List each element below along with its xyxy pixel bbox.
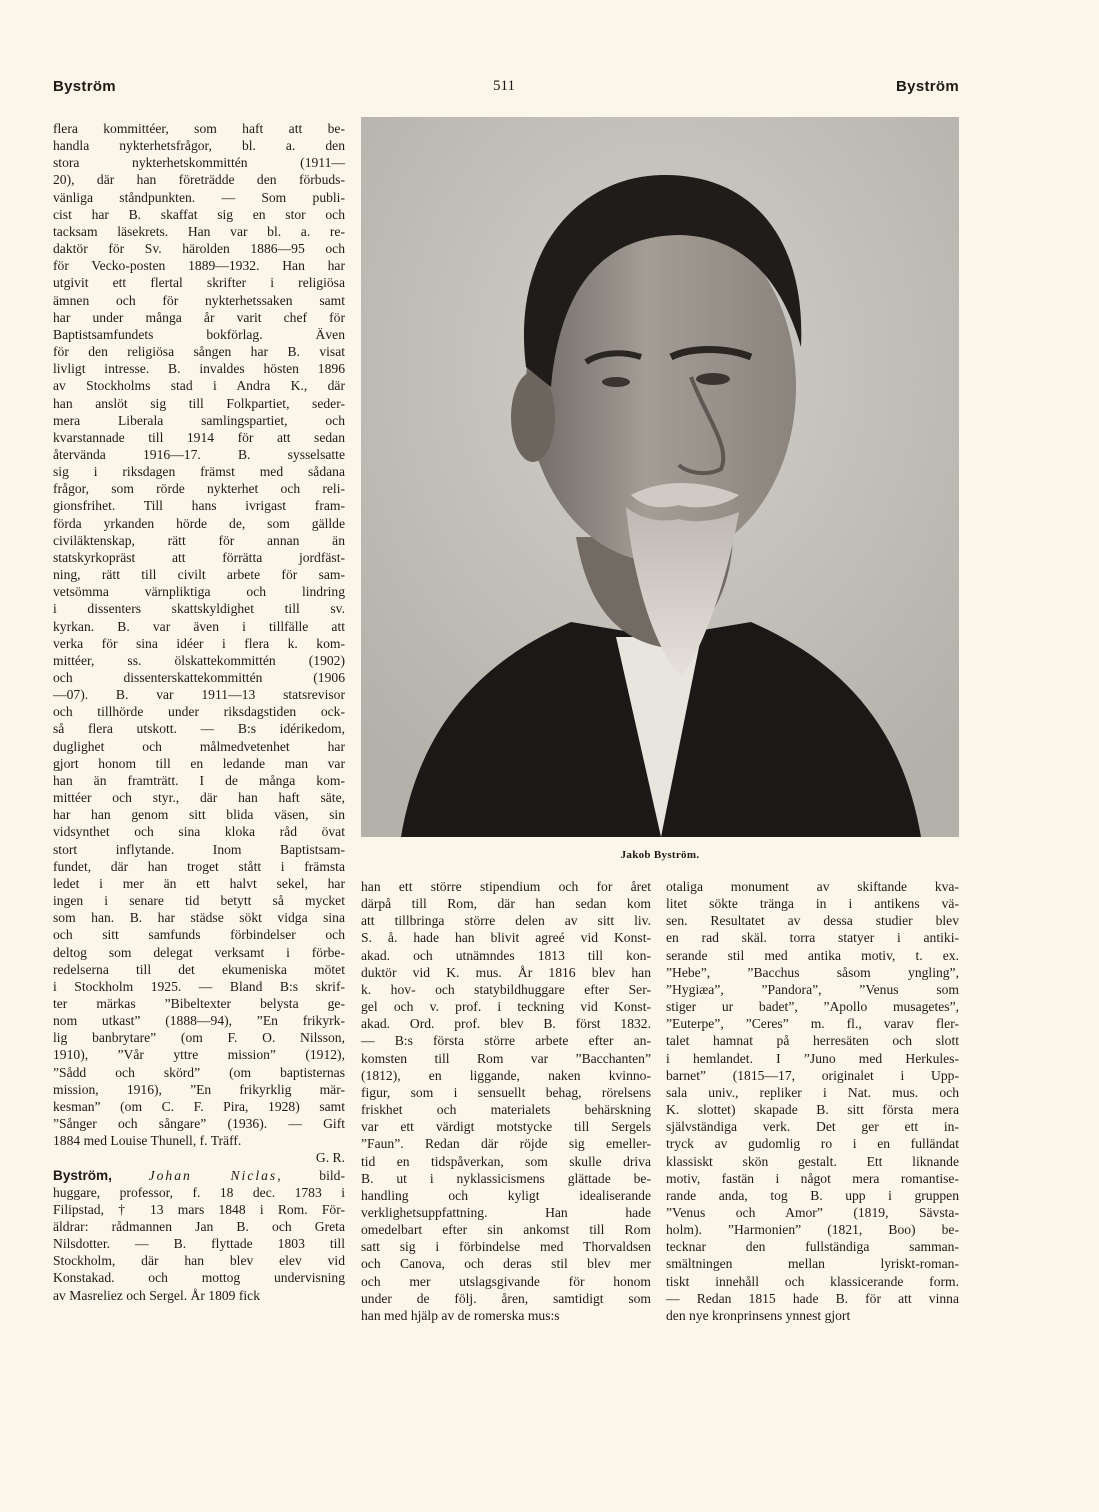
left-column-line: har han genom sitt blida väsen, sin [53,807,345,823]
right-column-line: sala univ., repliker i Nat. mus. och [666,1084,959,1100]
left-column-line: redelserna till det ekumeniska mötet [53,961,345,977]
left-column-line: vänliga ståndpunkten. — Som publi- [53,189,345,205]
middle-column-line: komsten till Rom var ”Bacchanten” [361,1050,651,1066]
portrait-photo [361,117,959,837]
right-column [666,878,959,1324]
right-column-line: K. slottet) skapade B. sitt första mera [666,1102,959,1118]
left-column-line: fundet, där han troget stått i främsta [53,858,345,874]
right-column-line: ”Hygiæa”, ”Pandora”, ”Venus som [666,981,959,997]
middle-column-line: satt sig i förbindelse med Thorvaldsen [361,1239,651,1255]
right-column-line: ”Euterpe”, ”Ceres” m. fl., varav fler- [666,1016,959,1032]
middle-column-line: S. å. hade han blivit agreé vid Konst- [361,930,651,946]
left-column [53,120,345,1304]
middle-column-line: akad. Ord. prof. blev B. först 1832. [361,1016,651,1032]
left-column-line: kesman” (om C. F. Pira, 1928) samt [53,1098,345,1114]
right-column-line: barnet” (1815—17, originalet i Upp- [666,1067,959,1083]
middle-column-line: och mer utslagsgivande för honom [361,1273,651,1289]
middle-column-line: under de följ. åren, samtidigt som [361,1290,651,1306]
right-column-line: klassiskt skön gestalt. Ett liknande [666,1153,959,1169]
middle-column-line: därpå till Rom, där han sedan kom [361,896,651,912]
entry-text [53,1184,345,1304]
left-column-line: av Stockholms stad i Andra K., där [53,378,345,394]
entry-line-0: bild- [319,1167,345,1183]
left-column-line: frågor, som rörde nykterhet och reli- [53,481,345,497]
right-column-line: talet hamnat på herresäten och slott [666,1033,959,1049]
left-column-line: och sitt samfunds förbindelser och [53,927,345,943]
left-column-line: duglighet och målmedvetenhet har [53,738,345,754]
left-column-line: mera Liberala samlingspartiet, och [53,412,345,428]
left-column-line: ingen i senare tid betytt så mycket [53,893,345,909]
left-column-line: återvända 1916—17. B. sysselsatte [53,446,345,462]
middle-column-line: — B:s första större arbete efter an- [361,1033,651,1049]
right-column-line: litet sökte tränga in i antikens vä- [666,896,959,912]
right-column-line: tryck av gudomlig ro i en fulländat [666,1136,959,1152]
middle-column-line: figur, som i sensuellt behag, rörelsens [361,1084,651,1100]
entry-first-line [53,1167,345,1184]
left-column-line: ”Sånger och sångare” (1936). — Gift [53,1116,345,1132]
left-column-line: han anslöt sig till Folkpartiet, seder- [53,395,345,411]
right-column-line: serande stil med antika motiv, t. ex. [666,947,959,963]
left-column-line: kvarstannade till 1914 för att sedan [53,429,345,445]
left-column-line: sig i riksdagen främst med sådana [53,464,345,480]
right-column-line: rande anda, tog B. upp i gruppen [666,1187,959,1203]
left-column-line: gionsfrihet. Till hans ivrigast fram- [53,498,345,514]
middle-column-line: han med hjälp av de romerska mus:s [361,1307,560,1323]
right-column-line: den nye kronprinsens ynnest gjort [666,1307,851,1323]
left-column-line: daktör för Sv. härolden 1886—95 och [53,241,345,257]
middle-column-line: handling och kyligt idealiserande [361,1187,651,1203]
left-column-line: utgivit ett flertal skrifter i religiösa [53,275,345,291]
left-column-line: nom utkast” (1888—94), ”En frikyrk- [53,1013,345,1029]
middle-column-line: k. hov- och statybildhuggare efter Ser- [361,981,651,997]
left-column-line: gjort honom till en ledande man var [53,755,345,771]
left-column-line: vidsynthet och sina kloka råd övat [53,824,345,840]
entry-given-names: Johan Niclas, [148,1167,283,1183]
right-column-line: holm). ”Harmonien” (1821, Boo) be- [666,1222,959,1238]
right-column-line: motiv, fastän i något mera romantise- [666,1170,959,1186]
middle-column-line: verklighetsuppfattning. Han hade [361,1204,651,1220]
middle-column-line: akad. och utnämndes 1813 till kon- [361,947,651,963]
middle-column-line: friskhet och materialets behärskning [361,1102,651,1118]
right-column-line: — Redan 1815 hade B. för att vinna [666,1290,959,1306]
left-column-line: tacksam läsekrets. Han var bl. a. re- [53,223,345,239]
entry-line: Stockholm, där han blev elev vid [53,1253,345,1269]
left-column-line: ”Sådd och skörd” (om baptisternas [53,1064,345,1080]
right-column-line: en rad skäl. torra statyer i antiki- [666,930,959,946]
right-column-line: stiger ur badet”, ”Apollo musagetes”, [666,999,959,1015]
middle-column-line: gel och v. prof. i teckning vid Konst- [361,999,651,1015]
running-header-right: Byström [896,78,959,95]
middle-column-line: omedelbart efter sin ankomst till Rom [361,1222,651,1238]
middle-column-line: B. ut i nyklassicismens glättade be- [361,1170,651,1186]
middle-column-line: och Canova, och deras stil blev mer [361,1256,651,1272]
right-column-line: tiskt innehåll och klassicerande form. [666,1273,959,1289]
middle-column-line: ”Faun”. Redan där röjde sig emeller- [361,1136,651,1152]
right-column-line: smältningen mellan lyriskt-roman- [666,1256,959,1272]
left-column-line: i dissenters skattskyldighet till sv. [53,601,345,617]
entry-line: huggare, professor, f. 18 dec. 1783 i [53,1184,345,1200]
left-column-line: han än framträtt. I de många kom- [53,772,345,788]
middle-column-line: tid en tidspåverkan, som skulle driva [361,1153,651,1169]
portrait-illustration [361,117,959,837]
left-column-line: mittéer och styr., där han haft säte, [53,790,345,806]
left-column-line: ledet i mer än ett halvt sekel, har [53,875,345,891]
left-column-line: flera kommittéer, som haft att be- [53,121,345,136]
left-column-line: Baptistsamfundets bokförlag. Även [53,326,345,342]
left-column-line: livligt intresse. B. invaldes hösten 1896 [53,361,345,377]
right-column-line: i hemlandet. I ”Juno med Herkules- [666,1050,959,1066]
left-column-line: och tillhörde under riksdagstiden ock- [53,704,345,720]
right-column-line: sen. Resultatet av dessa studier blev [666,913,959,929]
left-column-line: lig banbrytare” (om F. O. Nilsson, [53,1030,345,1046]
left-column-line: i Stockholm 1925. — Bland B:s skrif- [53,978,345,994]
left-column-line: statskyrkopräst att förrätta jordfäst- [53,549,345,565]
entry-line: av Masreliez och Sergel. År 1809 fick [53,1287,260,1303]
left-column-line: ämnen och för nykterhetssaken samt [53,292,345,308]
left-column-line: vetsömma värnpliktiga och lindring [53,584,345,600]
middle-column [361,878,651,1324]
right-column-line: ”Hebe”, ”Bacchus såsom yngling”, [666,964,959,980]
entry-line: Filipstad, † 13 mars 1848 i Rom. För- [53,1201,345,1217]
left-column-line: stora nykterhetskommittén (1911— [53,155,345,171]
left-column-line: ning, rätt till civilt arbete för sam- [53,567,345,583]
left-column-line: mittéer, ss. ölskattekommittén (1902) [53,652,345,668]
left-column-line: verka för sina idéer i flera k. kom- [53,635,345,651]
entry-line: Nilsdotter. — B. flyttade 1803 till [53,1236,345,1252]
left-column-line: civiläktenskap, rätt för annan än [53,532,345,548]
right-column-line: självständiga verk. Det ger ett in- [666,1119,959,1135]
left-column-line: och dissenterskattekommittén (1906 [53,670,345,685]
left-column-line: mission, 1916), ”En frikyrklig mär- [53,1081,345,1097]
entry-headword: Byström, [53,1167,112,1183]
right-column-text [666,878,959,1324]
right-column-line: otaliga monument av skiftande kva- [666,879,959,894]
left-column-line: förda yrkanden hörde de, som gällde [53,515,345,531]
page-number: 511 [493,78,515,94]
middle-column-line: att tillbringa större delen av sitt liv. [361,913,651,929]
left-column-line: —07). B. var 1911—13 statsrevisor [53,687,345,703]
left-column-line: för den religiösa sången har B. visat [53,344,345,360]
left-column-line: 20), där han företrädde den förbuds- [53,172,345,188]
left-column-line: kyrkan. B. var även i tillfälle att [53,618,345,634]
middle-column-text [361,878,651,1324]
left-column-line: stort inflytande. Inom Baptistsam- [53,841,345,857]
left-column-line: deltog som delegat verksamt i förbe- [53,944,345,960]
left-column-line: har under många år varit chef för [53,309,345,325]
left-column-line: 1910), ”Vår yttre mission” (1912), [53,1047,345,1063]
entry-line: äldrar: rådmannen Jan B. och Greta [53,1219,345,1234]
right-column-line: tecknar den fullständiga samman- [666,1239,959,1255]
middle-column-line: var ett värdigt motstycke till Sergels [361,1119,651,1135]
author-signature: G. R. [315,1150,345,1166]
middle-column-line: han ett större stipendium och for året [361,879,651,894]
left-column-line: ter märkas ”Bibeltexter belysta ge- [53,995,345,1011]
middle-column-line: (1812), en liggande, naken kvinno- [361,1067,651,1083]
left-column-text [53,120,345,1149]
right-column-line: ”Venus och Amor” (1819, Sävsta- [666,1204,959,1220]
running-header-left: Byström [53,78,116,95]
left-column-line: 1884 med Louise Thunell, f. Träff. [53,1133,242,1149]
left-column-line: som han. B. har städse sökt vidga sina [53,910,345,926]
entry-line: Konstakad. och mottog undervisning [53,1270,345,1286]
left-column-line: handla nykterhetsfrågor, bl. a. den [53,138,345,154]
left-column-line: så flera utskott. — B:s idérikedom, [53,721,345,737]
middle-column-line: duktör vid K. mus. År 1816 blev han [361,964,651,980]
left-column-line: cist har B. skaffat sig en stor och [53,206,345,222]
portrait-caption: Jakob Byström. [620,849,700,861]
left-column-line: för Vecko-posten 1889—1932. Han har [53,258,345,274]
